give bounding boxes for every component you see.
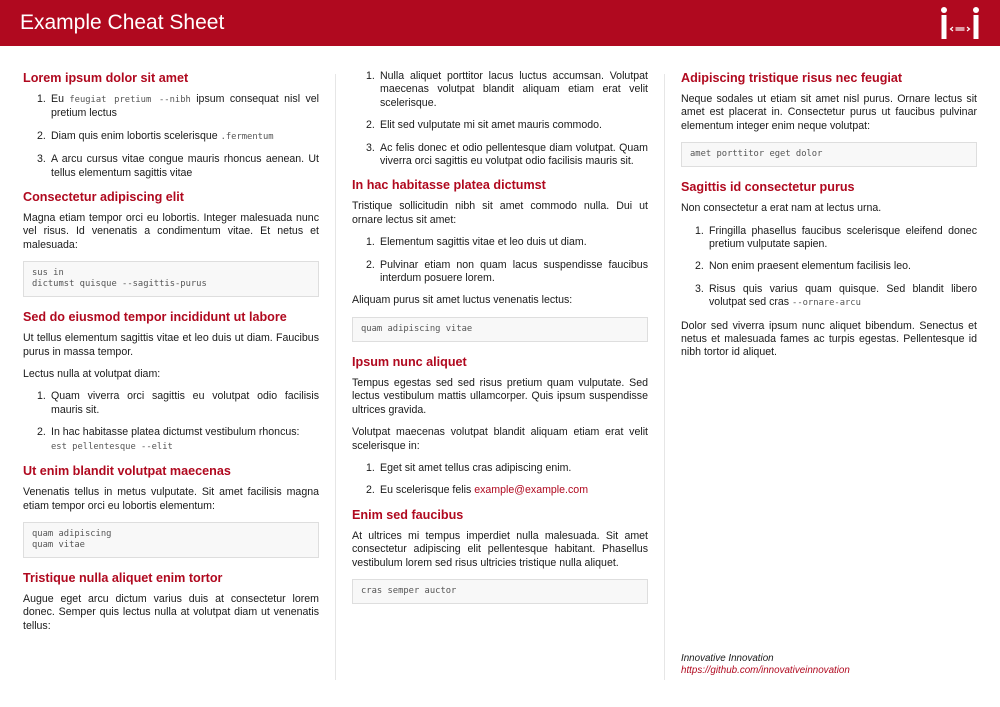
section-in-hac <box>352 177 648 341</box>
item-text: ipsum consequat nisl vel pretium lectus <box>51 93 319 120</box>
section-heading: Consectetur adipiscing elit <box>23 190 184 205</box>
item-text: In hac habitasse platea dictumst vestibulum rhoncus: <box>51 426 300 439</box>
numbered-list <box>352 462 648 498</box>
section-tristique <box>23 570 319 633</box>
section-heading: Sed do eiusmod tempor incididunt ut labore <box>23 310 287 325</box>
list-number: 2. <box>366 258 375 271</box>
section-heading: In hac habitasse platea dictumst <box>352 178 546 193</box>
item-text: Fringilla phasellus faucibus scelerisque eleifend donec pretium vulputate sapien. <box>709 224 977 251</box>
code-line: quam adipiscing vitae <box>361 323 473 334</box>
item-text: A arcu cursus vitae congue mauris rhoncus aenean. Ut tellus elementum sagittis vitae <box>51 153 319 179</box>
section-heading: Ut enim blandit volutpat maecenas <box>23 464 231 479</box>
section-consectetur <box>23 189 319 297</box>
list-number: 1. <box>37 390 46 403</box>
numbered-list <box>352 70 648 168</box>
list-number: 1. <box>366 461 375 474</box>
section-heading: Ipsum nunc aliquet <box>352 354 467 369</box>
code-block <box>352 579 648 604</box>
list-item <box>352 259 648 286</box>
footer-author: Innovative Innovation <box>681 653 774 664</box>
paragraph: Dolor sed viverra ipsum nunc aliquet bibendum. Senectus et netus et malesuada fames ac turpis egestas. Pellentesque id nibh tortor id aliquet. <box>681 319 977 359</box>
numbered-list <box>352 236 648 285</box>
list-number: 2. <box>366 119 375 132</box>
item-text: Nulla aliquet porttitor lacus luctus accumsan. Volutpat maecenas volutpat blandit aliquam etiam erat velit scelerisque. <box>380 70 648 109</box>
item-text: Elementum sagittis vitae et leo duis ut diam. <box>380 236 587 249</box>
inline-code: feugiat pretium --nibh <box>69 95 191 105</box>
item-text: Pulvinar etiam non quam lacus suspendisse faucibus interdum posuere lorem. <box>380 258 648 285</box>
list-item <box>352 462 648 475</box>
list-number: 1. <box>366 70 375 82</box>
list-item <box>23 130 319 144</box>
column-2 <box>352 70 648 616</box>
list-number: 1. <box>695 224 704 237</box>
list-item <box>23 153 319 180</box>
code-block <box>352 317 648 342</box>
item-text: Elit sed vulputate mi sit amet mauris commodo. <box>380 119 602 132</box>
list-item <box>681 283 977 311</box>
email-link[interactable]: example@example.com <box>474 484 589 497</box>
list-item <box>681 225 977 252</box>
list-item <box>352 142 648 169</box>
list-number: 3. <box>366 141 375 154</box>
paragraph: Lectus nulla at volutpat diam: <box>23 368 161 381</box>
paragraph: Aliquam purus sit amet luctus venenatis lectus: <box>352 294 573 307</box>
code-block <box>681 142 977 167</box>
list-item <box>23 93 319 121</box>
list-number: 2. <box>37 129 46 142</box>
list-number: 2. <box>37 426 46 439</box>
list-item <box>352 119 648 132</box>
section-sed-do <box>23 309 319 454</box>
numbered-list <box>23 93 319 180</box>
paragraph: Tristique sollicitudin nibh sit amet commodo nulla. Dui ut ornare lectus sit amet: <box>352 200 648 226</box>
code-block <box>23 261 319 297</box>
column-divider <box>335 74 336 680</box>
list-number: 3. <box>37 153 46 166</box>
item-text: Quam viverra orci sagittis eu volutpat odio facilisis mauris sit. <box>51 390 319 416</box>
item-text: Eu scelerisque felis <box>380 484 475 497</box>
paragraph: Neque sodales ut etiam sit amet nisl purus. Ornare lectus sit amet est placerat in. Consectetur purus ut faucibus pulvinar elementum integer enim neque volutpat: <box>681 93 977 132</box>
inline-code: --ornare-arcu <box>792 298 861 309</box>
paragraph: Ut tellus elementum sagittis vitae et leo duis ut diam. Faucibus purus in massa tempor. <box>23 332 319 358</box>
section-enim-sed <box>352 507 648 604</box>
paragraph: Volutpat maecenas volutpat blandit aliquam etiam erat velit scelerisque in: <box>352 426 648 452</box>
section-continued-list <box>352 70 648 168</box>
code-line: sus in <box>32 268 64 279</box>
column-3 <box>681 70 977 369</box>
item-text: Ac felis donec et odio pellentesque diam volutpat. Quam viverra orci sagittis eu volutpat odio facilisis mauris sit. <box>380 141 648 168</box>
list-item <box>352 236 648 249</box>
item-text: Eu <box>51 93 70 105</box>
numbered-list <box>23 390 319 454</box>
inline-code: est pellentesque --elit <box>51 441 173 452</box>
paragraph: At ultrices mi tempus imperdiet nulla malesuada. Sit amet consectetur adipiscing elit pellentesque habitant. Phasellus vestibulum lorem sed risus ultricies tristique nulla aliquet. <box>352 529 648 569</box>
list-number: 1. <box>366 236 375 249</box>
code-line: quam adipiscing <box>32 528 112 539</box>
code-line: dictumst quisque --sagittis-purus <box>32 279 207 290</box>
column-divider <box>664 74 665 680</box>
list-number: 2. <box>366 484 375 497</box>
paragraph: Non consectetur a erat nam at lectus urna. <box>681 202 882 215</box>
code-line: amet porttitor eget dolor <box>690 149 823 160</box>
paragraph: Tempus egestas sed sed risus pretium quam vulputate. Sed lectus vestibulum mattis ullamcorper. Quis ipsum suspendisse ultrices gravida. <box>352 376 648 416</box>
list-item <box>23 426 319 454</box>
item-text: Eget sit amet tellus cras adipiscing enim. <box>380 461 572 474</box>
column-1 <box>23 70 319 642</box>
numbered-list <box>681 225 977 311</box>
code-line: cras semper auctor <box>361 585 457 596</box>
item-text: Diam quis enim lobortis scelerisque <box>51 129 221 142</box>
list-item <box>352 484 648 497</box>
section-sagittis <box>681 179 977 360</box>
paragraph: Augue eget arcu dictum varius duis at consectetur lorem donec. Semper quis lectus nulla at volutpat diam ut venenatis tellus: <box>23 592 319 632</box>
section-heading: Adipiscing tristique risus nec feugiat <box>681 71 903 85</box>
code-block <box>23 522 319 558</box>
code-line: quam vitae <box>32 539 85 550</box>
section-heading: Sagittis id consectetur purus <box>681 180 855 195</box>
section-lorem-ipsum <box>23 70 319 180</box>
list-item <box>681 260 977 273</box>
header-bar <box>0 0 1000 46</box>
footer <box>681 653 850 677</box>
section-ipsum-nunc <box>352 354 648 498</box>
brand-logo-icon <box>938 5 982 41</box>
section-heading: Lorem ipsum dolor sit amet <box>23 71 189 85</box>
item-text: Non enim praesent elementum facilisis leo. <box>709 260 911 273</box>
section-ut-enim <box>23 463 319 558</box>
list-item <box>352 70 648 110</box>
footer-link[interactable]: https://github.com/innovativeinnovation <box>681 665 850 676</box>
paragraph: Venenatis tellus in metus vulputate. Sit amet facilisis magna etiam tempor orci eu lobortis elementum: <box>23 486 319 512</box>
list-item <box>23 390 319 417</box>
section-adipiscing <box>681 70 977 167</box>
list-number: 2. <box>695 260 704 273</box>
list-number: 3. <box>695 282 704 295</box>
inline-code: .fermentum <box>220 131 274 142</box>
section-heading: Enim sed faucibus <box>352 507 464 522</box>
page-title: Example Cheat Sheet <box>20 11 225 34</box>
paragraph: Magna etiam tempor orci eu lobortis. Integer malesuada nunc vel risus. Id venenatis a condimentum vitae. Et netus et malesuada: <box>23 212 319 251</box>
item-text: Risus quis varius quam quisque. Sed blandit libero volutpat sed cras <box>709 282 977 309</box>
section-heading: Tristique nulla aliquet enim tortor <box>23 570 223 585</box>
list-number: 1. <box>37 93 46 105</box>
